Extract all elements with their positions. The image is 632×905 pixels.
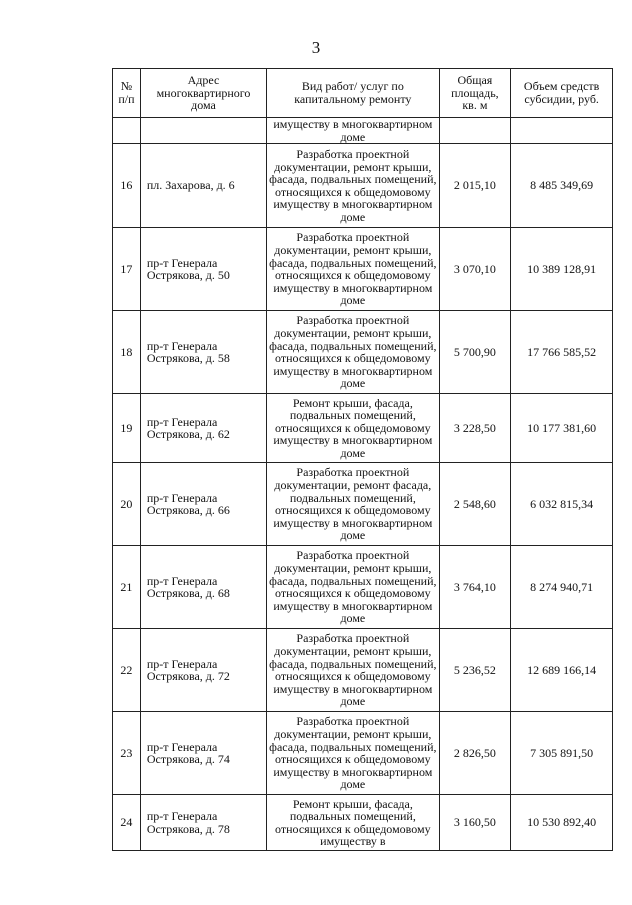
- cell-area: 2 826,50: [439, 712, 511, 795]
- cell-address: пр-т Генерала Острякова, д. 50: [140, 228, 266, 311]
- cell-subsidy: 6 032 815,34: [511, 463, 613, 546]
- cell-address: пр-т Генерала Острякова, д. 78: [140, 795, 266, 851]
- cell-num: 17: [113, 228, 141, 311]
- cell-address: [140, 118, 266, 144]
- cell-address: пр-т Генерала Острякова, д. 66: [140, 463, 266, 546]
- cell-subsidy: 17 766 585,52: [511, 311, 613, 394]
- cell-work: Разработка проектной документации, ремонт крыши, фасада, подвальных помещений, относящихся к общедомовому имуществу в многоквартирном доме: [267, 546, 439, 629]
- cell-subsidy: 8 274 940,71: [511, 546, 613, 629]
- cell-work: Разработка проектной документации, ремонт фасада, подвальных помещений, относящихся к общедомовому имуществу в многоквартирном доме: [267, 463, 439, 546]
- cell-num: 20: [113, 463, 141, 546]
- cell-work: Ремонт крыши, фасада, подвальных помещений, относящихся к общедомовому имуществу в многоквартирном доме: [267, 394, 439, 463]
- cell-num: [113, 118, 141, 144]
- cell-work: Ремонт крыши, фасада, подвальных помещений, относящихся к общедомовому имуществу в: [267, 795, 439, 851]
- cell-subsidy: [511, 118, 613, 144]
- cell-subsidy: 7 305 891,50: [511, 712, 613, 795]
- cell-area: 3 764,10: [439, 546, 511, 629]
- cell-subsidy: 12 689 166,14: [511, 629, 613, 712]
- cell-subsidy: 10 389 128,91: [511, 228, 613, 311]
- header-subsidy: Объем средств субсидии, руб.: [511, 69, 613, 118]
- cell-area: 3 070,10: [439, 228, 511, 311]
- header-address: Адрес многоквартирного дома: [140, 69, 266, 118]
- cell-num: 16: [113, 144, 141, 228]
- cell-work: имуществу в многоквартирном доме: [267, 118, 439, 144]
- cell-address: пр-т Генерала Острякова, д. 72: [140, 629, 266, 712]
- cell-area: 2 548,60: [439, 463, 511, 546]
- cell-address: пр-т Генерала Острякова, д. 74: [140, 712, 266, 795]
- cell-work: Разработка проектной документации, ремонт крыши, фасада, подвальных помещений, относящихся к общедомовому имуществу в многоквартирном доме: [267, 629, 439, 712]
- cell-num: 22: [113, 629, 141, 712]
- cell-work: Разработка проектной документации, ремонт крыши, фасада, подвальных помещений, относящихся к общедомовому имуществу в многоквартирном доме: [267, 144, 439, 228]
- cell-work: Разработка проектной документации, ремонт крыши, фасада, подвальных помещений, относящихся к общедомовому имуществу в многоквартирном доме: [267, 228, 439, 311]
- cell-address: пр-т Генерала Острякова, д. 62: [140, 394, 266, 463]
- table-row: [113, 795, 613, 851]
- table-row: [113, 394, 613, 463]
- cell-num: 24: [113, 795, 141, 851]
- header-num: № п/п: [113, 69, 141, 118]
- cell-area: 5 236,52: [439, 629, 511, 712]
- table-row: [113, 228, 613, 311]
- cell-subsidy: 10 177 381,60: [511, 394, 613, 463]
- cell-work: Разработка проектной документации, ремонт крыши, фасада, подвальных помещений, относящихся к общедомовому имуществу в многоквартирном доме: [267, 712, 439, 795]
- cell-subsidy: 10 530 892,40: [511, 795, 613, 851]
- table-row: [113, 144, 613, 228]
- cell-address: пл. Захарова, д. 6: [140, 144, 266, 228]
- header-work: Вид работ/ услуг по капитальному ремонту: [267, 69, 439, 118]
- cell-area: 5 700,90: [439, 311, 511, 394]
- cell-area: 3 228,50: [439, 394, 511, 463]
- cell-subsidy: 8 485 349,69: [511, 144, 613, 228]
- cell-num: 23: [113, 712, 141, 795]
- cell-num: 19: [113, 394, 141, 463]
- cell-area: 3 160,50: [439, 795, 511, 851]
- cell-area: [439, 118, 511, 144]
- table-row: [113, 463, 613, 546]
- cell-area: 2 015,10: [439, 144, 511, 228]
- table-row: [113, 546, 613, 629]
- table-header-row: [113, 69, 613, 118]
- subsidy-table: [112, 68, 613, 851]
- table-row: [113, 311, 613, 394]
- table-row: [113, 712, 613, 795]
- page-number: 3: [311, 38, 321, 57]
- cell-address: пр-т Генерала Острякова, д. 68: [140, 546, 266, 629]
- table-row: [113, 629, 613, 712]
- table-row-continuation: [113, 118, 613, 144]
- cell-address: пр-т Генерала Острякова, д. 58: [140, 311, 266, 394]
- cell-work: Разработка проектной документации, ремонт крыши, фасада, подвальных помещений, относящихся к общедомовому имуществу в многоквартирном доме: [267, 311, 439, 394]
- header-area: Общая площадь, кв. м: [439, 69, 511, 118]
- cell-num: 21: [113, 546, 141, 629]
- cell-num: 18: [113, 311, 141, 394]
